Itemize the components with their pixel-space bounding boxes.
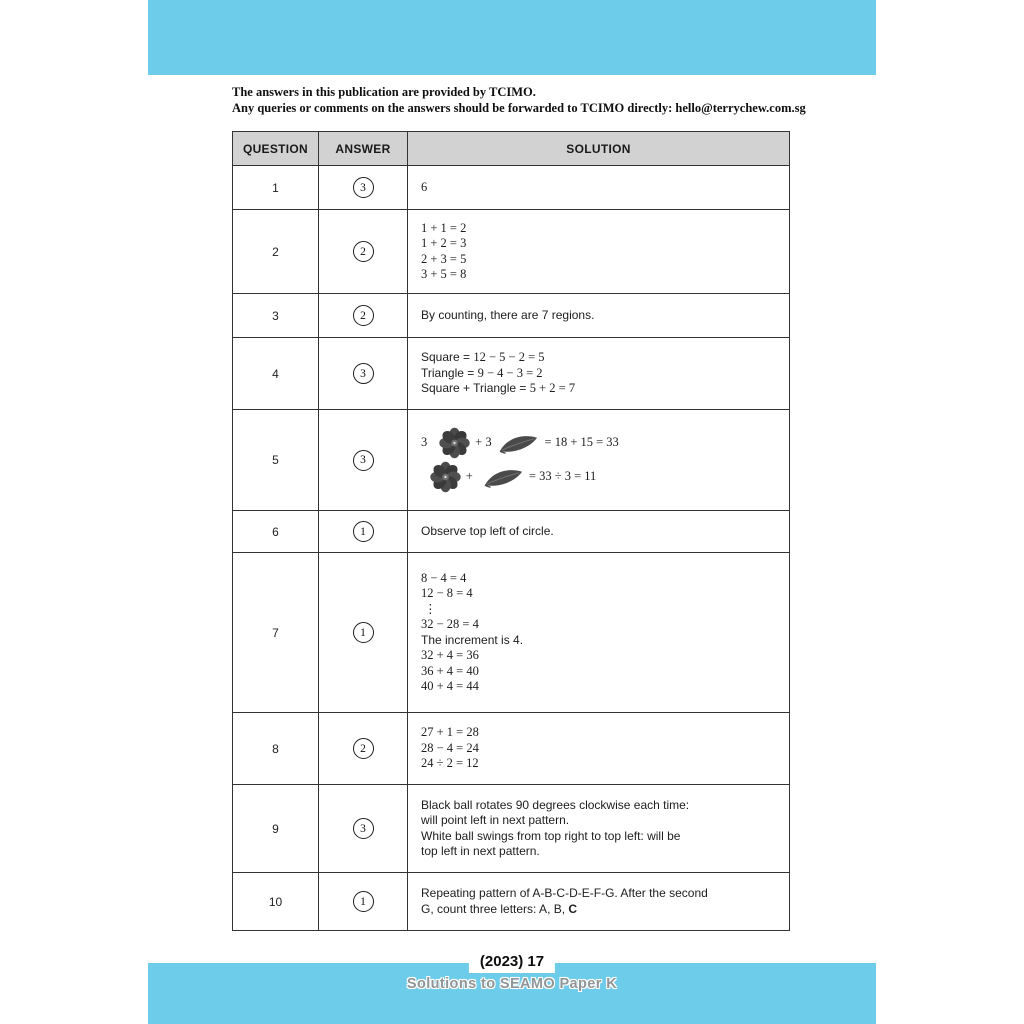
solution-text: 3	[421, 435, 431, 450]
solution-text: Square + Triangle =	[421, 381, 530, 396]
column-header-question-label: QUESTION	[242, 141, 309, 156]
question-number: 10	[233, 873, 319, 931]
question-number: 3	[233, 294, 319, 338]
table-row	[233, 166, 790, 210]
solution-text: 5 + 2 = 7	[529, 381, 576, 396]
answer-cell	[319, 410, 408, 511]
solution-text: White ball swings from top right to top left: will be	[421, 828, 681, 843]
solution-text: 36 + 4 = 40	[421, 663, 479, 678]
solution-line	[421, 427, 779, 459]
solution-line	[421, 664, 779, 680]
answer-circled-number: 1	[353, 521, 374, 542]
question-number: 1	[233, 166, 319, 210]
solution-cell	[408, 210, 790, 294]
solution-text: 6	[421, 179, 428, 194]
leaf-icon	[476, 467, 523, 488]
solution-line	[421, 798, 779, 814]
solution-text: Observe top left of circle.	[421, 523, 554, 538]
flower-icon	[430, 427, 472, 459]
solution-line	[421, 902, 779, 918]
solution-cell	[408, 410, 790, 511]
solution-line	[421, 180, 779, 196]
solution-line	[421, 571, 779, 587]
table-row	[233, 511, 790, 553]
page-number-label: (2023) 17	[469, 950, 555, 973]
solution-line	[421, 617, 779, 633]
solution-line	[421, 524, 779, 540]
solution-cell	[408, 511, 790, 553]
solution-text: top left in next pattern.	[421, 844, 540, 858]
table-row	[233, 294, 790, 338]
solution-text: 1 + 1 = 2	[421, 220, 467, 235]
column-header-solution-label: SOLUTION	[566, 141, 631, 156]
solution-line	[421, 350, 779, 366]
solution-line	[421, 602, 779, 618]
solution-line	[421, 381, 779, 397]
solution-line	[421, 236, 779, 252]
answer-circled-number: 1	[353, 622, 374, 643]
solution-text: 9 − 4 − 3 = 2	[477, 365, 543, 380]
solution-cell	[408, 294, 790, 338]
question-number: 7	[233, 553, 319, 713]
answer-cell	[319, 511, 408, 553]
column-header-answer	[319, 132, 408, 166]
column-header-solution	[408, 132, 790, 166]
table-row	[233, 713, 790, 785]
solution-text: + 3	[472, 435, 492, 450]
solution-text: 12 − 8 = 4	[421, 586, 473, 600]
top-blue-band	[148, 0, 876, 75]
answer-circled-number: 1	[353, 891, 374, 912]
solution-text: 32 − 28 = 4	[421, 617, 479, 631]
solution-line	[421, 308, 779, 324]
solution-cell	[408, 338, 790, 410]
answer-circled-number: 3	[353, 450, 374, 471]
solutions-table	[232, 131, 790, 931]
solution-text: Black ball rotates 90 degrees clockwise each time:	[421, 797, 690, 812]
answer-cell	[319, 553, 408, 713]
solution-line	[421, 267, 779, 283]
answer-circled-number: 3	[353, 818, 374, 839]
solution-text: 2 + 3 = 5	[421, 251, 467, 266]
solution-line	[421, 741, 779, 757]
solution-cell	[408, 785, 790, 873]
solution-text: 40 + 4 = 44	[421, 679, 479, 693]
answer-circled-number: 3	[353, 177, 374, 198]
disclaimer-text	[232, 84, 832, 116]
solution-line	[421, 679, 779, 695]
solution-text: 3 + 5 = 8	[421, 267, 467, 281]
table-row	[233, 338, 790, 410]
answer-cell	[319, 294, 408, 338]
question-number: 4	[233, 338, 319, 410]
solution-text: 28 − 4 = 24	[421, 740, 479, 755]
solution-text: 24 ÷ 2 = 12	[421, 756, 479, 771]
flower-icon	[421, 461, 463, 493]
table-row	[233, 785, 790, 873]
solution-text: Repeating pattern of A-B-C-D-E-F-G. After the second	[421, 886, 708, 900]
solution-cell	[408, 166, 790, 210]
answer-cell	[319, 785, 408, 873]
solution-text: The increment is 4.	[421, 632, 524, 647]
solution-text: Square =	[421, 350, 474, 365]
solution-text: 27 + 1 = 28	[421, 725, 479, 740]
solution-line	[421, 586, 779, 602]
solution-cell	[408, 873, 790, 931]
question-number: 5	[233, 410, 319, 511]
solution-cell	[408, 713, 790, 785]
answer-cell	[319, 210, 408, 294]
solution-line	[421, 648, 779, 664]
answer-cell	[319, 713, 408, 785]
solution-line	[421, 461, 779, 493]
solution-text: ⋮	[421, 601, 437, 616]
solution-line	[421, 886, 779, 902]
table-row	[233, 410, 790, 511]
solution-text: = 33 ÷ 3 = 11	[522, 469, 597, 484]
solution-line	[421, 844, 779, 860]
question-number: 6	[233, 511, 319, 553]
disclaimer-line-1: The answers in this publication are provided by TCIMO.	[232, 85, 536, 99]
question-number: 9	[233, 785, 319, 873]
disclaimer-line-2: Any queries or comments on the answers should be forwarded to TCIMO directly: hello@terrychew.com.sg	[232, 101, 806, 115]
answer-cell	[319, 873, 408, 931]
leaf-icon	[492, 433, 539, 454]
solutions-table-body	[233, 166, 790, 931]
solution-text: G, count three letters: A, B,	[421, 901, 569, 916]
answer-circled-number: 2	[353, 738, 374, 759]
solution-line	[421, 221, 779, 237]
solution-line	[421, 725, 779, 741]
solution-line	[421, 633, 779, 649]
solution-text: = 18 + 15 = 33	[538, 435, 619, 450]
answer-cell	[319, 166, 408, 210]
answer-circled-number: 2	[353, 241, 374, 262]
solution-line	[421, 813, 779, 829]
solution-text: +	[462, 469, 476, 484]
solution-text: C	[568, 901, 578, 916]
table-row	[233, 553, 790, 713]
column-header-answer-label: ANSWER	[335, 141, 391, 156]
table-row	[233, 210, 790, 294]
solution-text: 32 + 4 = 36	[421, 648, 479, 662]
answer-cell	[319, 338, 408, 410]
table-row	[233, 873, 790, 931]
solution-text: will point left in next pattern.	[421, 813, 570, 827]
solution-text: 12 − 5 − 2 = 5	[473, 350, 545, 365]
solution-cell	[408, 553, 790, 713]
answer-circled-number: 2	[353, 305, 374, 326]
column-header-question	[233, 132, 319, 166]
solution-text: 1 + 2 = 3	[421, 236, 467, 250]
solution-line	[421, 366, 779, 382]
footer-title: Solutions to SEAMO Paper K	[406, 976, 618, 992]
answer-circled-number: 3	[353, 363, 374, 384]
solution-line	[421, 252, 779, 268]
question-number: 8	[233, 713, 319, 785]
table-header-row	[233, 132, 790, 166]
solution-text: By counting, there are 7 regions.	[421, 307, 595, 322]
solution-line	[421, 829, 779, 845]
question-number: 2	[233, 210, 319, 294]
solution-line	[421, 756, 779, 772]
solution-text: Triangle =	[421, 365, 478, 380]
solution-text: 8 − 4 = 4	[421, 570, 467, 585]
